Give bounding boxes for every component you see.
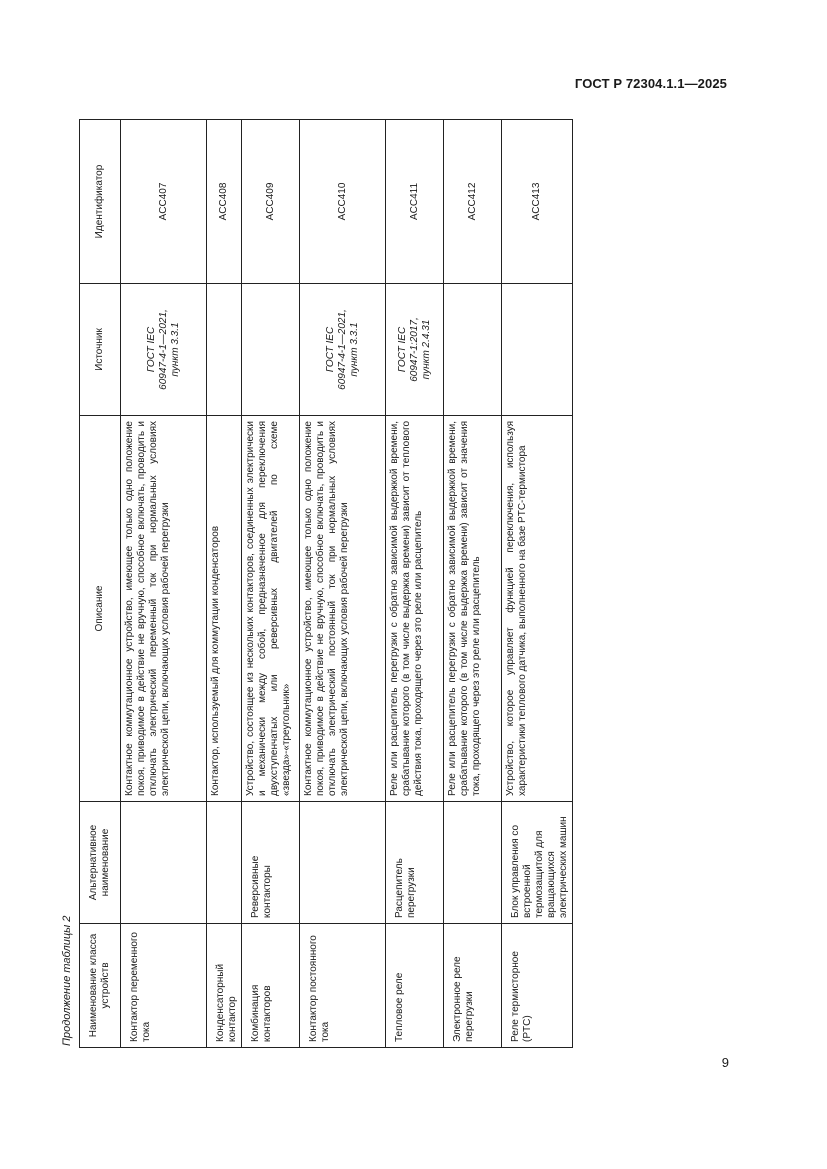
table-header-row bbox=[80, 120, 121, 1048]
identifier: ACC407 bbox=[121, 120, 207, 284]
source-line: пункт 3.3.1 bbox=[348, 322, 360, 377]
source-reference bbox=[444, 284, 502, 416]
alternative-name: Реверсивные контакторы bbox=[242, 802, 300, 924]
column-header-alt: Альтернативное наименование bbox=[80, 802, 121, 924]
source-reference bbox=[300, 284, 386, 416]
source-reference bbox=[242, 284, 300, 416]
source-reference bbox=[207, 284, 242, 416]
device-class-name: Контактор переменного тока bbox=[121, 924, 207, 1048]
source-line: 60947-4-1—2021, bbox=[336, 309, 348, 390]
table-row bbox=[300, 120, 386, 1048]
source-line: ГОСТ IEC bbox=[145, 326, 157, 373]
table-row bbox=[207, 120, 242, 1048]
page-number: 9 bbox=[721, 1055, 729, 1070]
source-line: ГОСТ IEC bbox=[324, 326, 336, 373]
description: Устройство, которое управляет функцией переключения, используя характеристики теплового датчика, выполненного на базе PTC-термистора bbox=[502, 416, 573, 802]
alternative-name: Расцепитель перегрузки bbox=[386, 802, 444, 924]
source-line: ГОСТ IEC bbox=[396, 326, 408, 373]
document-header: ГОСТ Р 72304.1.1—2025 bbox=[574, 76, 727, 91]
device-class-name: Электронное реле перегрузки bbox=[444, 924, 502, 1048]
description: Реле или расцепитель перегрузки с обратно зависимой выдержкой времени, срабатывание которого (в том числе выдержка времени) зависит от значения тока, проходящего через это реле или расцепитель bbox=[444, 416, 502, 802]
source-reference bbox=[386, 284, 444, 416]
alternative-name bbox=[444, 802, 502, 924]
rotated-table-block bbox=[57, 118, 620, 1048]
device-class-name: Реле термисторное (PTC) bbox=[502, 924, 573, 1048]
description: Реле или расцепитель перегрузки с обратно зависимой выдержкой времени, срабатывание которого (в том числе выдержка времени) зависит от теплового действия тока, проходящего через это реле или расцепитель bbox=[386, 416, 444, 802]
table-row bbox=[121, 120, 207, 1048]
description: Контактор, используемый для коммутации конденсаторов bbox=[207, 416, 242, 802]
table-body bbox=[121, 120, 573, 1048]
source-reference bbox=[121, 284, 207, 416]
devices-table bbox=[79, 119, 573, 1048]
device-class-name: Тепловое реле bbox=[386, 924, 444, 1048]
identifier: ACC409 bbox=[242, 120, 300, 284]
column-header-source: Источник bbox=[80, 284, 121, 416]
alternative-name bbox=[207, 802, 242, 924]
table-caption: Продолжение таблицы 2 bbox=[61, 915, 73, 1046]
description: Устройство, состоящее из нескольких контакторов, соединенных электрически и механически между собой, предназначенное для переключения двухступенчатых или реверсивных двигателей по схеме «звезда»-«треугольник» bbox=[242, 416, 300, 802]
column-header-name: Наименование класса устройств bbox=[80, 924, 121, 1048]
description: Контактное коммутационное устройство, имеющее только одно положение покоя, приводимое в действие не вручную, способное включать, проводить и отключать электрический постоянный ток при нормальных условиях электрической цепи, включающих условия рабочей перегрузки bbox=[300, 416, 386, 802]
source-line: пункт 2.4.31 bbox=[420, 319, 432, 380]
column-header-identifier: Идентификатор bbox=[80, 120, 121, 284]
identifier: ACC410 bbox=[300, 120, 386, 284]
table-row bbox=[242, 120, 300, 1048]
alternative-name: Блок управления со встроенной термозащитой для вращающихся электрических машин bbox=[502, 802, 573, 924]
source-line: 60947-4-1—2021, bbox=[157, 309, 169, 390]
table-row bbox=[444, 120, 502, 1048]
identifier: ACC412 bbox=[444, 120, 502, 284]
identifier: ACC408 bbox=[207, 120, 242, 284]
description: Контактное коммутационное устройство, имеющее только одно положение покоя, приводимое в действие не вручную, способное включать, проводить и отключать электрический переменный ток при нормальных условиях электрической цепи, включающих условия рабочей перегрузки bbox=[121, 416, 207, 802]
device-class-name: Комбинация контакторов bbox=[242, 924, 300, 1048]
identifier: ACC413 bbox=[502, 120, 573, 284]
source-reference bbox=[502, 284, 573, 416]
source-line: пункт 3.3.1 bbox=[169, 322, 181, 377]
source-line: 60947-1:2017, bbox=[408, 317, 420, 382]
table-row bbox=[502, 120, 573, 1048]
table-row bbox=[386, 120, 444, 1048]
device-class-name: Конденсаторный контактор bbox=[207, 924, 242, 1048]
alternative-name bbox=[121, 802, 207, 924]
device-class-name: Контактор постоянного тока bbox=[300, 924, 386, 1048]
identifier: ACC411 bbox=[386, 120, 444, 284]
column-header-description: Описание bbox=[80, 416, 121, 802]
alternative-name bbox=[300, 802, 386, 924]
